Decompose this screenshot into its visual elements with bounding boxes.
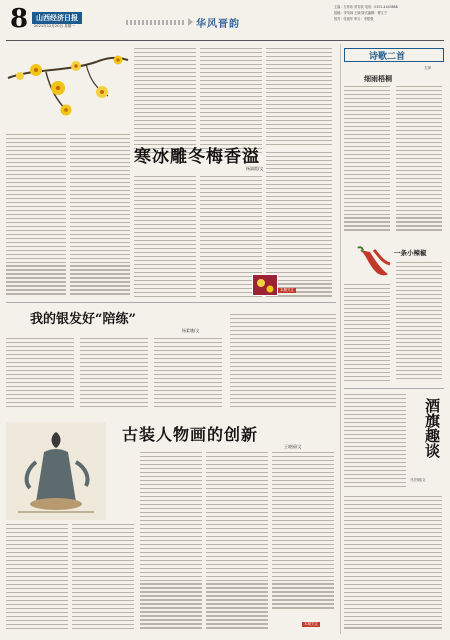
father-col-3 [154, 338, 222, 408]
father-col-1 [6, 338, 74, 408]
father-headline: 我的银发好“陪练” [30, 312, 136, 327]
figures-byline: 王晓丽/文 [284, 444, 302, 449]
essay-col-1 [344, 394, 406, 492]
poems-heading-box [344, 48, 444, 62]
section-arrow-icon [188, 18, 193, 26]
figures-headline: 古装人物画的创新 [122, 425, 259, 444]
article-figures [6, 412, 336, 636]
figures-photo-label: 本期关注 [304, 622, 318, 626]
plum-col-3 [134, 48, 196, 156]
poems-author: 左萍 [424, 66, 432, 70]
date-line: 2021年12月20日 星期一 [34, 24, 75, 28]
sidebar-divider [340, 44, 341, 634]
article-plum [6, 48, 336, 300]
figures-col-5 [272, 452, 334, 612]
sidebar-poems [344, 48, 444, 386]
figures-col-3 [140, 452, 202, 634]
poem1-col-1 [344, 86, 390, 236]
figures-col-4 [206, 452, 268, 634]
plum-photo [252, 274, 278, 296]
article-father [6, 306, 224, 410]
poem2-title: 一条小辣椒 [394, 249, 427, 257]
father-col-4 [230, 314, 336, 410]
essay-title: 酒旗趣谈 [423, 398, 441, 458]
figures-col-1 [6, 524, 68, 634]
plum-col-6 [134, 176, 196, 300]
poem2-col-1 [344, 284, 390, 384]
poem1-title: 细雨梧桐 [364, 74, 392, 83]
section-title: 华风晋韵 [196, 19, 240, 30]
essay-col-2 [344, 496, 442, 634]
chili-illustration [354, 244, 394, 280]
plum-byline: 杨淑霞/文 [246, 166, 264, 171]
plum-photo-label: 本期关注 [280, 288, 294, 292]
poem1-col-2 [396, 86, 442, 236]
plum-blossom-illustration [6, 48, 130, 132]
plum-col-1 [6, 134, 66, 299]
essay-wine-flag [344, 392, 444, 636]
poems-heading: 诗歌二首 [369, 52, 406, 62]
paper-name-badge: 山西经济日报 [32, 12, 82, 24]
section-title-bar [126, 18, 312, 30]
masthead-divider [6, 40, 444, 41]
plum-col-5 [266, 48, 332, 148]
section-stripes [126, 20, 186, 25]
father-col-2 [80, 338, 148, 408]
father-byline: 杨素娥/文 [182, 328, 200, 333]
figure-painting [6, 422, 106, 520]
plum-headline: 寒冰雕冬梅香溢 [134, 147, 260, 167]
editor-info: 主编：左仲伟 常芳波 电话：0351-4443888 组稿：李茂林 王晓 版式编辑：曹文宁 校对：张振华 审订：李强强 [334, 5, 398, 21]
masthead [0, 0, 450, 42]
figures-col-2 [72, 524, 134, 634]
plum-bottom-divider [6, 302, 336, 303]
plum-col-4 [200, 48, 262, 156]
sidebar-mid-divider [344, 388, 444, 389]
plum-col-2 [70, 134, 130, 299]
poem2-col-2 [396, 262, 442, 384]
essay-byline: 马宏明/文 [410, 478, 426, 482]
page-number: 8 [10, 4, 29, 34]
